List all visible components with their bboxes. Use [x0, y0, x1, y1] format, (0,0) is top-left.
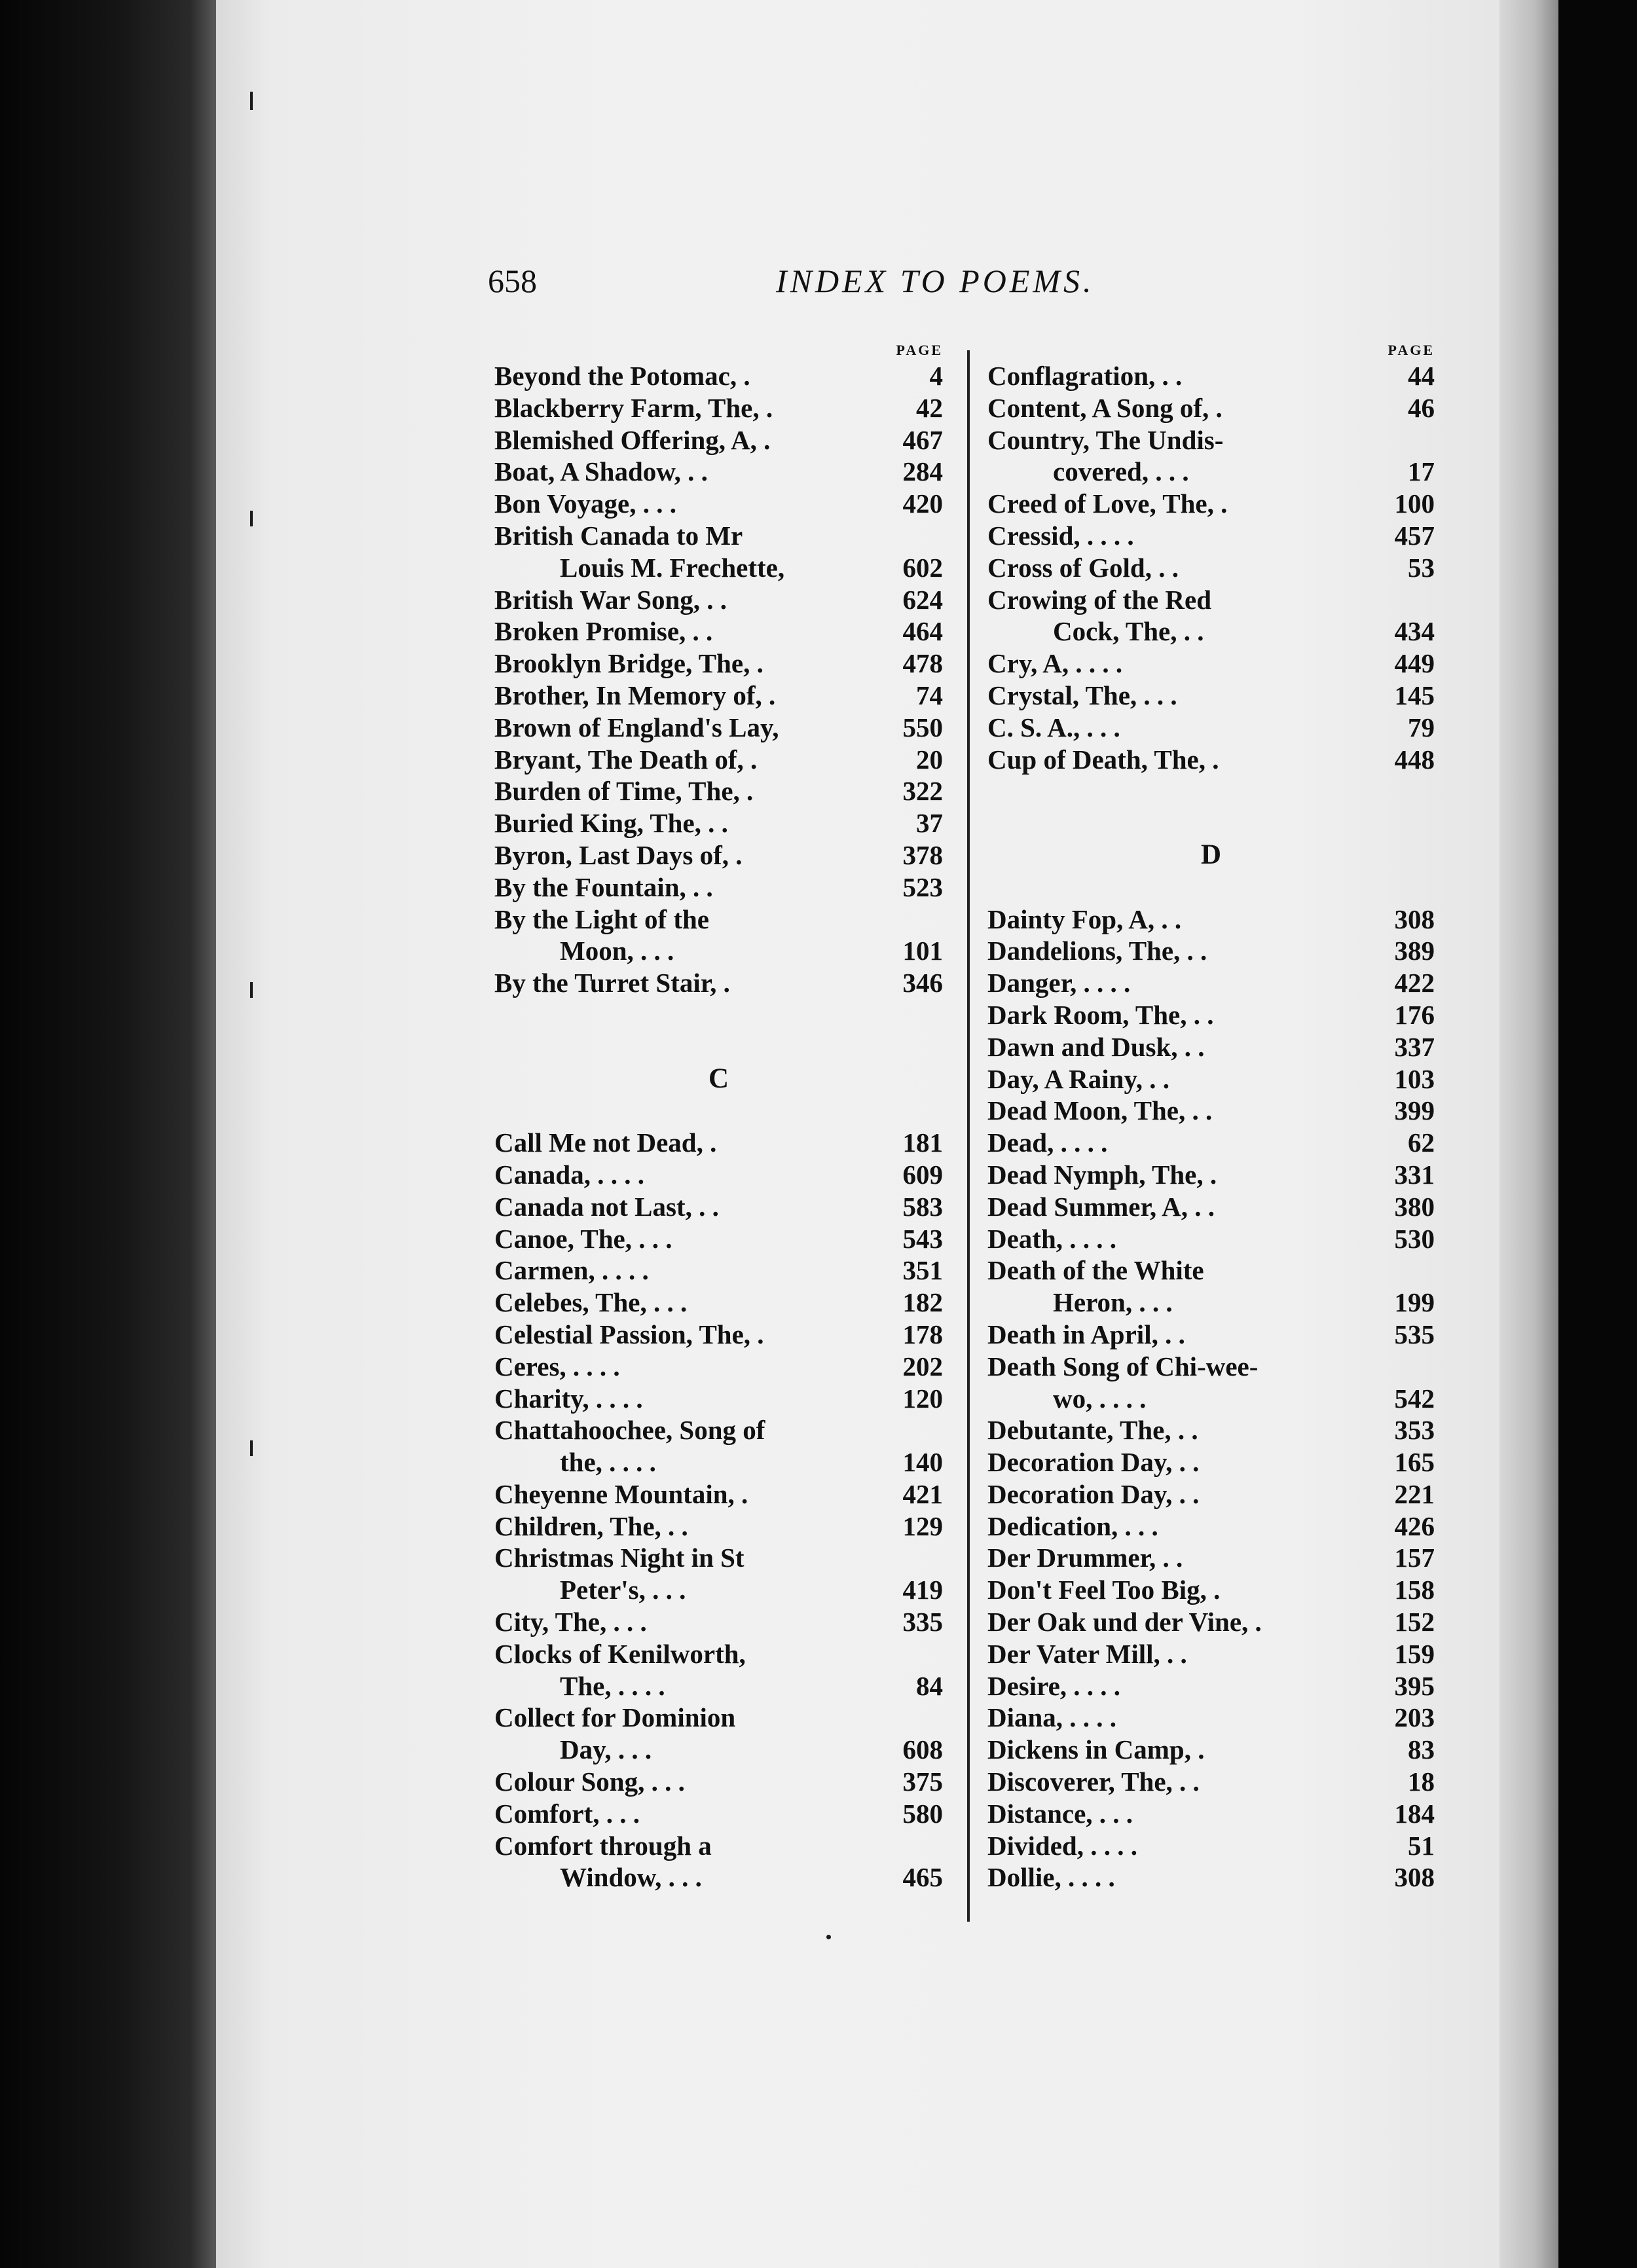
- index-entry: [987, 712, 1435, 744]
- index-entry: [987, 1414, 1435, 1446]
- entry-page-number: 120: [902, 1383, 943, 1414]
- entry-page-number: 284: [902, 456, 943, 487]
- index-entry: [987, 1191, 1435, 1223]
- entry-page-number: 380: [1394, 1191, 1435, 1222]
- entry-title: Day, A Rainy, . .: [987, 1063, 1169, 1094]
- entry-page-number: 353: [1394, 1415, 1435, 1446]
- scan-mark: [250, 1440, 253, 1456]
- index-entry: [494, 1319, 943, 1351]
- entry-title: Conflagration, . .: [987, 361, 1183, 391]
- entry-page-number: 419: [902, 1575, 943, 1605]
- page-header: [488, 262, 1437, 314]
- section-spacer: [987, 807, 1435, 839]
- section-spacer: [987, 775, 1435, 807]
- index-entry: [987, 552, 1435, 584]
- index-entry: [494, 424, 943, 456]
- entry-title: Day, . . .: [560, 1734, 652, 1765]
- index-entry: [494, 1446, 943, 1478]
- entry-title: Crystal, The, . . .: [987, 680, 1177, 710]
- entry-page-number: 624: [902, 584, 943, 615]
- entry-title: Death in April, . .: [987, 1319, 1185, 1349]
- index-entry: [494, 1351, 943, 1383]
- index-entry: [494, 1734, 943, 1766]
- index-entry: [494, 744, 943, 776]
- entry-page-number: 83: [1408, 1734, 1435, 1765]
- entry-page-number: 152: [1394, 1607, 1435, 1637]
- entry-title: Dickens in Camp, .: [987, 1734, 1205, 1765]
- index-entry: [494, 648, 943, 680]
- entry-title: C. S. A., . . .: [987, 712, 1120, 742]
- entry-title: Dead Moon, The, . .: [987, 1095, 1213, 1126]
- index-entry: [494, 1798, 943, 1830]
- entry-title: Call Me not Dead, .: [494, 1127, 717, 1158]
- page-number: 658: [488, 263, 537, 299]
- entry-title: Danger, . . . .: [987, 968, 1131, 998]
- entry-page-number: 331: [1394, 1159, 1435, 1190]
- entry-title: Cross of Gold, . .: [987, 552, 1179, 583]
- entry-title: Desire, . . . .: [987, 1670, 1121, 1701]
- index-entry: [494, 615, 943, 648]
- entry-page-number: 467: [902, 424, 943, 455]
- entry-page-number: 378: [902, 839, 943, 870]
- entry-title: Window, . . .: [560, 1862, 702, 1893]
- index-entry: [494, 1574, 943, 1606]
- entry-page-number: 608: [902, 1734, 943, 1765]
- entry-title: Bryant, The Death of, .: [494, 744, 758, 775]
- entry-title: Bon Voyage, . . .: [494, 488, 676, 519]
- entry-title: Children, The, . .: [494, 1510, 688, 1541]
- index-entry: [987, 456, 1435, 488]
- entry-title: Comfort through a: [494, 1830, 712, 1861]
- entry-page-number: 20: [916, 744, 943, 775]
- index-entry: [987, 1861, 1435, 1893]
- index-entry: [494, 1510, 943, 1543]
- entry-page-number: 4: [929, 361, 943, 391]
- entry-title: Ceres, . . . .: [494, 1351, 620, 1381]
- entry-page-number: 42: [916, 392, 943, 423]
- index-entry: [494, 1127, 943, 1159]
- index-entry: [494, 871, 943, 904]
- entry-page-number: 199: [1394, 1287, 1435, 1318]
- entry-title: Der Drummer, . .: [987, 1543, 1183, 1573]
- entry-title: Death, . . . .: [987, 1223, 1117, 1254]
- index-entry: [987, 520, 1435, 552]
- entry-title: City, The, . . .: [494, 1607, 647, 1637]
- entry-title: Divided, . . . .: [987, 1830, 1137, 1861]
- entry-title: Blackberry Farm, The, .: [494, 392, 773, 423]
- entry-title: Brown of England's Lay,: [494, 712, 779, 742]
- index-entry: [494, 1287, 943, 1319]
- page-column-label: PAGE: [1388, 342, 1435, 358]
- entry-page-number: 346: [902, 968, 943, 998]
- entry-title: Dedication, . . .: [987, 1510, 1158, 1541]
- section-letter: C: [708, 1063, 729, 1094]
- entry-page-number: 523: [902, 871, 943, 902]
- page-column-label: PAGE: [896, 342, 943, 358]
- index-entry: [494, 1223, 943, 1255]
- index-entry: [987, 680, 1435, 712]
- index-column-right: [987, 340, 1435, 1893]
- index-entry: [494, 1383, 943, 1415]
- right-page-edge: [1558, 0, 1637, 2268]
- entry-title: Brooklyn Bridge, The, .: [494, 648, 763, 679]
- index-entry: [987, 935, 1435, 967]
- entry-page-number: 46: [1408, 392, 1435, 423]
- index-entry: [494, 1830, 943, 1862]
- index-entry: [494, 935, 943, 967]
- section-spacer: [494, 1031, 943, 1063]
- entry-title: Charity, . . . .: [494, 1383, 643, 1414]
- entry-title: Celestial Passion, The, .: [494, 1319, 764, 1349]
- index-entry: [987, 392, 1435, 424]
- entry-title: Cup of Death, The, .: [987, 744, 1219, 775]
- entry-page-number: 53: [1408, 552, 1435, 583]
- index-entry: [494, 552, 943, 584]
- index-entry: [494, 520, 943, 552]
- index-entry: [987, 1223, 1435, 1255]
- entry-title: Distance, . . .: [987, 1798, 1133, 1829]
- index-entry: [987, 967, 1435, 999]
- entry-page-number: 103: [1394, 1063, 1435, 1094]
- entry-title: Death of the White: [987, 1255, 1204, 1286]
- entry-page-number: 457: [1394, 520, 1435, 551]
- index-entry: [494, 807, 943, 839]
- entry-page-number: 375: [902, 1766, 943, 1797]
- entry-title: Content, A Song of, .: [987, 392, 1223, 423]
- entry-title: Canada not Last, . .: [494, 1191, 719, 1222]
- entry-title: the, . . . .: [560, 1447, 656, 1478]
- entry-page-number: 609: [902, 1159, 943, 1190]
- entry-title: Burden of Time, The, .: [494, 776, 754, 807]
- entry-title: By the Turret Stair, .: [494, 968, 730, 998]
- entry-title: Louis M. Frechette,: [560, 552, 785, 583]
- entry-page-number: 389: [1394, 936, 1435, 966]
- index-entry: [494, 488, 943, 520]
- scan-mark: [250, 982, 253, 998]
- entry-page-number: 351: [902, 1255, 943, 1286]
- scan-mark: [250, 511, 253, 526]
- entry-page-number: 158: [1394, 1575, 1435, 1605]
- entry-title: Celebes, The, . . .: [494, 1287, 688, 1318]
- entry-title: Cressid, . . . .: [987, 520, 1134, 551]
- entry-page-number: 542: [1394, 1383, 1435, 1414]
- section-spacer: [494, 999, 943, 1031]
- entry-page-number: 583: [902, 1191, 943, 1222]
- index-entry: [494, 839, 943, 871]
- index-entry: [494, 1191, 943, 1223]
- entry-page-number: 395: [1394, 1670, 1435, 1701]
- entry-title: wo, . . . .: [1053, 1383, 1147, 1414]
- index-entry: [987, 1670, 1435, 1702]
- entry-page-number: 184: [1394, 1798, 1435, 1829]
- entry-page-number: 530: [1394, 1223, 1435, 1254]
- entry-title: Creed of Love, The, .: [987, 488, 1228, 519]
- entry-page-number: 17: [1408, 456, 1435, 487]
- entry-title: By the Fountain, . .: [494, 871, 713, 902]
- index-entry: [987, 1383, 1435, 1415]
- entry-page-number: 100: [1394, 488, 1435, 519]
- entry-page-number: 62: [1408, 1127, 1435, 1158]
- index-entry: [494, 1606, 943, 1638]
- index-entry: [987, 1702, 1435, 1734]
- index-entry: [987, 1830, 1435, 1862]
- entry-title: Moon, . . .: [560, 936, 674, 966]
- entry-title: Heron, . . .: [1053, 1287, 1173, 1318]
- index-entry: [987, 1798, 1435, 1830]
- entry-title: covered, . . .: [1053, 456, 1189, 487]
- entry-title: Buried King, The, . .: [494, 808, 728, 839]
- ink-dot: [826, 1935, 831, 1939]
- entry-title: Dead Summer, A, . .: [987, 1191, 1215, 1222]
- index-entry: [987, 360, 1435, 392]
- entry-page-number: 159: [1394, 1638, 1435, 1669]
- index-entry: [987, 1606, 1435, 1638]
- entry-page-number: 464: [902, 616, 943, 647]
- entry-page-number: 580: [902, 1798, 943, 1829]
- entry-page-number: 434: [1394, 616, 1435, 647]
- scan-mark: [250, 92, 253, 110]
- index-entry: [494, 904, 943, 936]
- entry-page-number: 51: [1408, 1830, 1435, 1861]
- index-entry: [987, 1766, 1435, 1798]
- index-entry: [494, 392, 943, 424]
- entry-page-number: 181: [902, 1127, 943, 1158]
- entry-title: Brother, In Memory of, .: [494, 680, 776, 710]
- entry-title: Broken Promise, . .: [494, 616, 713, 647]
- entry-page-number: 449: [1394, 648, 1435, 679]
- entry-title: Comfort, . . .: [494, 1798, 640, 1829]
- index-entry: [494, 1638, 943, 1670]
- index-entry: [494, 712, 943, 744]
- section-spacer: [494, 1095, 943, 1127]
- entry-title: Dandelions, The, . .: [987, 936, 1207, 966]
- entry-page-number: 101: [902, 936, 943, 966]
- index-entry: [987, 1574, 1435, 1606]
- index-entry: [494, 584, 943, 616]
- entry-title: Dark Room, The, . .: [987, 999, 1214, 1030]
- index-entry: [987, 584, 1435, 616]
- entry-page-number: 308: [1394, 904, 1435, 934]
- entry-page-number: 543: [902, 1223, 943, 1254]
- entry-title: British War Song, . .: [494, 584, 727, 615]
- entry-page-number: 337: [1394, 1031, 1435, 1062]
- entry-title: Decoration Day, . .: [987, 1447, 1200, 1478]
- entry-page-number: 84: [916, 1670, 943, 1701]
- entry-title: Christmas Night in St: [494, 1543, 745, 1573]
- page-fold-shadow: [1499, 0, 1558, 2268]
- index-entry-list: [494, 360, 943, 999]
- entry-page-number: 140: [902, 1447, 943, 1478]
- entry-page-number: 335: [902, 1607, 943, 1637]
- entry-title: Collect for Dominion: [494, 1702, 736, 1733]
- index-entry: [987, 1351, 1435, 1383]
- entry-title: Crowing of the Red: [987, 584, 1212, 615]
- index-column-left: [494, 340, 943, 1893]
- entry-page-number: 18: [1408, 1766, 1435, 1797]
- entry-title: Country, The Undis-: [987, 424, 1224, 455]
- entry-title: Dainty Fop, A, . .: [987, 904, 1182, 934]
- entry-page-number: 602: [902, 552, 943, 583]
- index-entry: [987, 1287, 1435, 1319]
- entry-page-number: 535: [1394, 1319, 1435, 1349]
- index-entry: [987, 1319, 1435, 1351]
- entry-title: By the Light of the: [494, 904, 709, 934]
- index-entry: [987, 1478, 1435, 1510]
- index-entry: [987, 744, 1435, 776]
- entry-title: Beyond the Potomac, .: [494, 361, 750, 391]
- entry-title: Byron, Last Days of, .: [494, 839, 743, 870]
- index-entry: [494, 1414, 943, 1446]
- column-divider: [967, 350, 970, 1922]
- index-entry: [987, 1095, 1435, 1127]
- entry-title: Dollie, . . . .: [987, 1862, 1115, 1893]
- entry-title: Canada, . . . .: [494, 1159, 644, 1190]
- index-entry: [494, 680, 943, 712]
- index-entry: [494, 1478, 943, 1510]
- entry-page-number: 422: [1394, 968, 1435, 998]
- section-letter: D: [1200, 839, 1222, 870]
- entry-page-number: 79: [1408, 712, 1435, 742]
- entry-page-number: 145: [1394, 680, 1435, 710]
- entry-page-number: 203: [1394, 1702, 1435, 1733]
- index-entry: [987, 1031, 1435, 1063]
- index-entry-list: [494, 1127, 943, 1893]
- entry-title: Boat, A Shadow, . .: [494, 456, 708, 487]
- entry-title: Chattahoochee, Song of: [494, 1415, 765, 1446]
- entry-title: Diana, . . . .: [987, 1702, 1117, 1733]
- index-entry: [494, 456, 943, 488]
- entry-page-number: 176: [1394, 999, 1435, 1030]
- index-entry: [494, 1254, 943, 1287]
- index-entry: [494, 1542, 943, 1574]
- entry-page-number: 322: [902, 776, 943, 807]
- index-entry: [494, 1702, 943, 1734]
- entry-title: Death Song of Chi-wee-: [987, 1351, 1259, 1381]
- entry-title: Colour Song, . . .: [494, 1766, 685, 1797]
- entry-title: Dead, . . . .: [987, 1127, 1108, 1158]
- index-entry: [987, 424, 1435, 456]
- index-entry-list: [987, 904, 1435, 1894]
- entry-page-number: 37: [916, 808, 943, 839]
- index-entry: [987, 1159, 1435, 1191]
- index-entry: [987, 1734, 1435, 1766]
- index-entry: [987, 488, 1435, 520]
- entry-page-number: 448: [1394, 744, 1435, 775]
- index-entry: [494, 1861, 943, 1893]
- entry-title: British Canada to Mr: [494, 520, 743, 551]
- entry-page-number: 129: [902, 1510, 943, 1541]
- entry-title: Cock, The, . .: [1053, 616, 1204, 647]
- index-entry: [494, 1159, 943, 1191]
- section-spacer: [987, 871, 1435, 904]
- entry-page-number: 44: [1408, 361, 1435, 391]
- index-entry: [987, 1542, 1435, 1574]
- index-entry: [494, 775, 943, 807]
- entry-page-number: 221: [1394, 1478, 1435, 1509]
- entry-title: Don't Feel Too Big, .: [987, 1575, 1221, 1605]
- entry-title: Debutante, The, . .: [987, 1415, 1198, 1446]
- entry-page-number: 74: [916, 680, 943, 710]
- index-entry: [494, 360, 943, 392]
- entry-page-number: 426: [1394, 1510, 1435, 1541]
- entry-page-number: 202: [902, 1351, 943, 1381]
- entry-page-number: 157: [1394, 1543, 1435, 1573]
- entry-title: Der Vater Mill, . .: [987, 1638, 1187, 1669]
- entry-title: Discoverer, The, . .: [987, 1766, 1200, 1797]
- entry-page-number: 478: [902, 648, 943, 679]
- index-entry-list: [987, 360, 1435, 775]
- index-entry: [494, 1670, 943, 1702]
- index-entry: [987, 1510, 1435, 1543]
- entry-title: Decoration Day, . .: [987, 1478, 1200, 1509]
- index-entry: [987, 1254, 1435, 1287]
- entry-title: Carmen, . . . .: [494, 1255, 649, 1286]
- entry-title: Peter's, . . .: [560, 1575, 686, 1605]
- entry-page-number: 178: [902, 1319, 943, 1349]
- index-entry: [494, 967, 943, 999]
- entry-page-number: 399: [1394, 1095, 1435, 1126]
- entry-page-number: 165: [1394, 1447, 1435, 1478]
- entry-page-number: 182: [902, 1287, 943, 1318]
- running-title: INDEX TO POEMS.: [776, 263, 1095, 299]
- index-entry: [987, 1127, 1435, 1159]
- entry-page-number: 421: [902, 1478, 943, 1509]
- entry-title: Dawn and Dusk, . .: [987, 1031, 1205, 1062]
- entry-title: Dead Nymph, The, .: [987, 1159, 1217, 1190]
- entry-title: The, . . . .: [560, 1670, 665, 1701]
- entry-title: Clocks of Kenilworth,: [494, 1638, 746, 1669]
- entry-title: Cry, A, . . . .: [987, 648, 1123, 679]
- index-entry: [987, 648, 1435, 680]
- entry-title: Der Oak und der Vine, .: [987, 1607, 1262, 1637]
- index-entry: [494, 1766, 943, 1798]
- index-entry: [987, 1063, 1435, 1095]
- index-entry: [987, 999, 1435, 1031]
- index-entry: [987, 615, 1435, 648]
- entry-title: Cheyenne Mountain, .: [494, 1478, 748, 1509]
- left-binding-edge: [0, 0, 216, 2268]
- entry-title: Canoe, The, . . .: [494, 1223, 672, 1254]
- index-entry: [987, 1638, 1435, 1670]
- entry-page-number: 308: [1394, 1862, 1435, 1893]
- index-entry: [987, 1446, 1435, 1478]
- entry-page-number: 465: [902, 1862, 943, 1893]
- entry-title: Blemished Offering, A, .: [494, 424, 771, 455]
- index-entry: [987, 904, 1435, 936]
- entry-page-number: 550: [902, 712, 943, 742]
- entry-page-number: 420: [902, 488, 943, 519]
